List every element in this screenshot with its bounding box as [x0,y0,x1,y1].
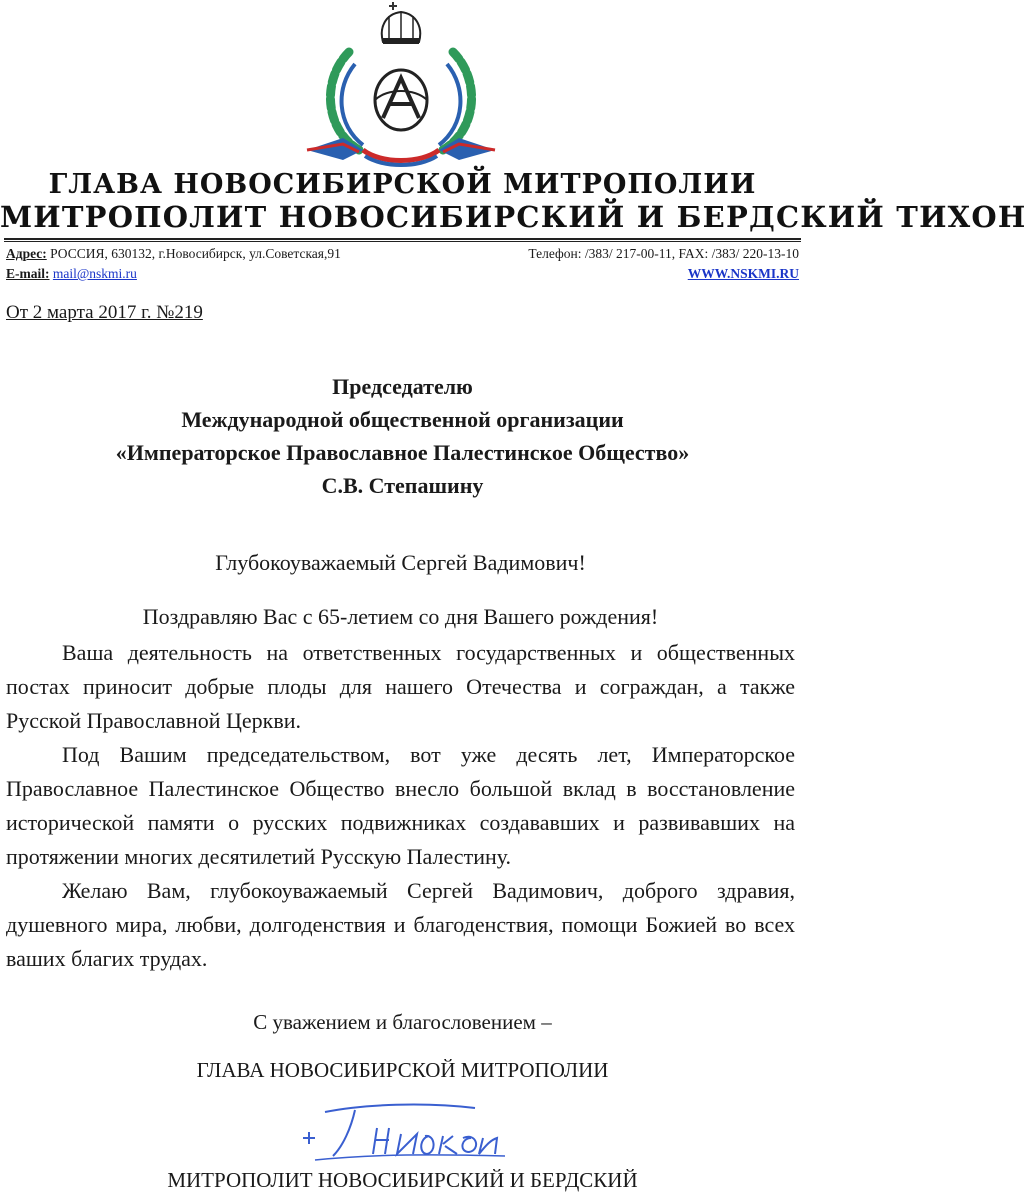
email-label: E-mail: [6,266,50,281]
body-paragraph: Под Вашим председательством, вот уже десять лет, Императорское Православное Палестинское Общество внесло большой вклад в восстановление исторической памяти о русских подвижниках создававших и развивавших на протяжении многих десятилетий Русскую Палестину. [6,742,795,869]
header-divider-thin [4,241,801,242]
letterhead-subtitle: МИТРОПОЛИТ НОВОСИБИРСКИЙ И БЕРДСКИЙ ТИХОН [0,200,1026,234]
header-divider [4,238,801,240]
addressee-line: Международной общественной организации [181,407,624,432]
addressee-block [0,370,805,502]
mitre-icon [382,2,420,44]
closing-line: С уважением и благословением – [253,1010,552,1034]
letter-body [6,636,795,976]
handwritten-signature [285,1094,507,1164]
contact-row-email [6,265,799,282]
email-link[interactable]: mail@nskmi.ru [52,266,137,281]
monogram-icon [375,70,427,130]
phone-text: Телефон: /383/ 217-00-11, FAX: /383/ 220-13-10 [528,246,799,261]
addressee-line: «Императорское Православное Палестинское Общество» [115,440,690,465]
website-link[interactable]: WWW.NSKMI.RU [687,266,799,281]
letterhead-title: ГЛАВА НОВОСИБИРСКОЙ МИТРОПОЛИИ [48,169,757,200]
letter-date: От 2 марта 2017 г. №219 [6,302,203,323]
congratulation-line: Поздравляю Вас с 65-летием со дня Вашего рождения! [142,604,659,629]
contact-row-address [6,245,799,262]
body-paragraph: Ваша деятельность на ответственных государственных и общественных постах приносит добрые плоды для нашего Отечества и сограждан, а также Русской Православной Церкви. [6,640,795,733]
ribbon-icon [307,138,495,165]
greeting: Глубокоуважаемый Сергей Вадимович! [215,550,586,575]
signatory-title: ГЛАВА НОВОСИБИРСКОЙ МИТРОПОЛИИ [196,1058,609,1082]
addressee-line: С.В. Степашину [321,473,484,498]
address-label: Адрес: [6,246,47,261]
address-text: РОССИЯ, 630132, г.Новосибирск, ул.Советская,91 [50,246,341,261]
wreath-icon [330,52,471,150]
signatory-title: МИТРОПОЛИТ НОВОСИБИРСКИЙ И БЕРДСКИЙ [167,1168,638,1192]
metropolis-emblem-logo [303,0,499,168]
addressee-line: Председателю [332,374,473,399]
body-paragraph: Желаю Вам, глубокоуважаемый Сергей Вадимович, доброго здравия, душевного мира, любви, долгоденствия и благоденствия, помощи Божией во всех ваших благих трудах. [6,878,795,971]
